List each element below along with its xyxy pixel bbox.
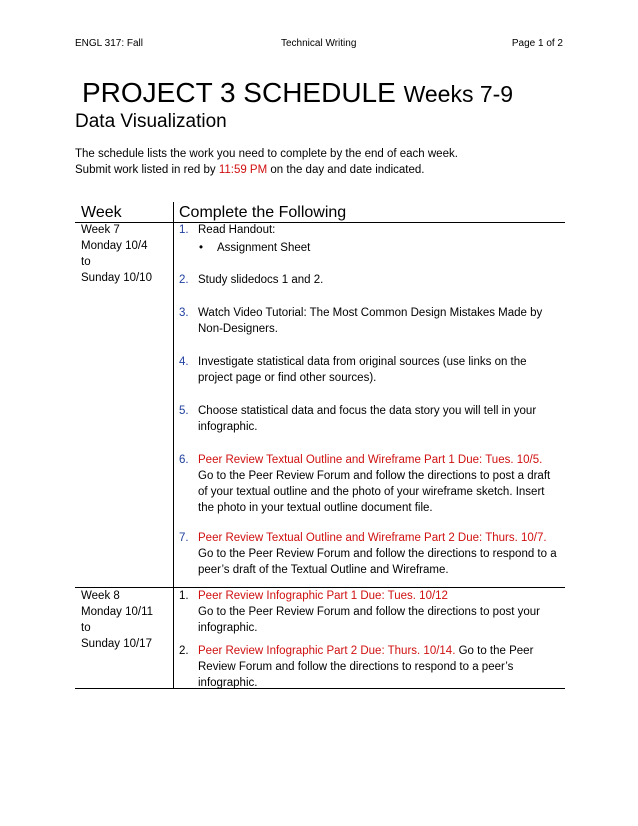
task-number: 3. bbox=[179, 307, 189, 319]
task-text: Choose statistical data and focus the data story you will tell in your infographic. bbox=[198, 405, 537, 433]
intro-line-2 bbox=[75, 162, 575, 178]
week-start-date: Monday 10/11 bbox=[81, 606, 154, 618]
task-text: Read Handout: bbox=[198, 224, 276, 236]
week-7-task-4 bbox=[179, 354, 559, 386]
week-7-task-1 bbox=[179, 222, 559, 238]
task-text: Watch Video Tutorial: The Most Common Design Mistakes Made by Non-Designers. bbox=[198, 307, 543, 335]
column-header-week: Week bbox=[81, 204, 122, 221]
week-to: to bbox=[81, 256, 91, 268]
task-number: 1. bbox=[179, 590, 189, 602]
column-divider bbox=[173, 202, 174, 688]
task-number: 5. bbox=[179, 405, 189, 417]
intro-line-2-prefix: Submit work listed in red by bbox=[75, 164, 219, 176]
week-7-task-7 bbox=[179, 530, 559, 578]
task-1-bullet-item bbox=[199, 240, 310, 256]
week-end-date: Sunday 10/10 bbox=[81, 272, 152, 284]
page-subtitle: Data Visualization bbox=[75, 111, 227, 132]
task-text: Study slidedocs 1 and 2. bbox=[198, 274, 324, 286]
task-text: Investigate statistical data from original sources (use links on the project page or find other sources). bbox=[198, 356, 527, 384]
deadline-time: 11:59 PM bbox=[218, 164, 268, 176]
week-to: to bbox=[81, 622, 91, 634]
bullet-text: Assignment Sheet bbox=[217, 242, 311, 254]
week-8-task-1 bbox=[179, 588, 559, 636]
task-number: 6. bbox=[179, 454, 189, 466]
task-deadline: Peer Review Textual Outline and Wireframe Part 1 Due: Tues. 10/5. bbox=[198, 454, 543, 466]
intro-line-1: The schedule lists the work you need to complete by the end of each week. bbox=[75, 148, 458, 160]
course-title: Technical Writing bbox=[281, 38, 357, 49]
week-label: Week 7 bbox=[81, 224, 120, 236]
title-main: PROJECT 3 SCHEDULE bbox=[82, 77, 396, 108]
week-label: Week 8 bbox=[81, 590, 120, 602]
week-7-cell bbox=[81, 222, 169, 286]
task-instructions: Go to the Peer Review Forum and follow the directions to post a draft of your textual outline and the photo of your wireframe sketch. Insert the photo in your textual outline document file. bbox=[198, 470, 551, 514]
task-deadline: Peer Review Infographic Part 2 Due: Thurs. 10/14. bbox=[198, 645, 456, 657]
task-text bbox=[198, 643, 559, 691]
task-text bbox=[198, 452, 559, 516]
title-weeks: Weeks 7-9 bbox=[403, 81, 514, 107]
week-8-cell bbox=[81, 588, 169, 652]
task-number: 1. bbox=[179, 224, 189, 236]
intro-paragraph bbox=[75, 146, 575, 178]
week-7-task-6 bbox=[179, 452, 559, 516]
task-deadline: Peer Review Textual Outline and Wireframe Part 2 Due: Thurs. 10/7. bbox=[198, 532, 547, 544]
week-7-task-3 bbox=[179, 305, 559, 337]
week-start-date: Monday 10/4 bbox=[81, 240, 148, 252]
task-instructions: Go to the Peer Review Forum and follow the directions to respond to a peer’s infographic. bbox=[198, 645, 534, 689]
course-label: ENGL 317: Fall bbox=[75, 38, 143, 49]
task-number: 4. bbox=[179, 356, 189, 368]
column-header-tasks: Complete the Following bbox=[179, 204, 347, 221]
page-number: Page 1 of 2 bbox=[511, 38, 563, 49]
page-title bbox=[82, 76, 513, 111]
schedule-table-header bbox=[75, 202, 565, 223]
task-instructions: Go to the Peer Review Forum and follow the directions to post your infographic. bbox=[198, 606, 540, 634]
task-number: 2. bbox=[179, 645, 189, 657]
page-header bbox=[75, 37, 563, 51]
week-8-task-2 bbox=[179, 643, 559, 691]
week-7-task-5 bbox=[179, 403, 559, 435]
task-instructions: Go to the Peer Review Forum and follow the directions to respond to a peer’s draft of the Textual Outline and Wireframe. bbox=[198, 548, 557, 576]
task-deadline: Peer Review Infographic Part 1 Due: Tues. 10/12 bbox=[198, 590, 448, 602]
task-text bbox=[198, 588, 559, 636]
week-7-task-2 bbox=[179, 272, 559, 288]
week-end-date: Sunday 10/17 bbox=[81, 638, 152, 650]
task-number: 7. bbox=[179, 532, 189, 544]
task-number: 2. bbox=[179, 274, 189, 286]
task-text bbox=[198, 530, 559, 578]
bullet-icon: • bbox=[199, 242, 204, 254]
intro-line-2-suffix: on the day and date indicated. bbox=[267, 164, 425, 176]
